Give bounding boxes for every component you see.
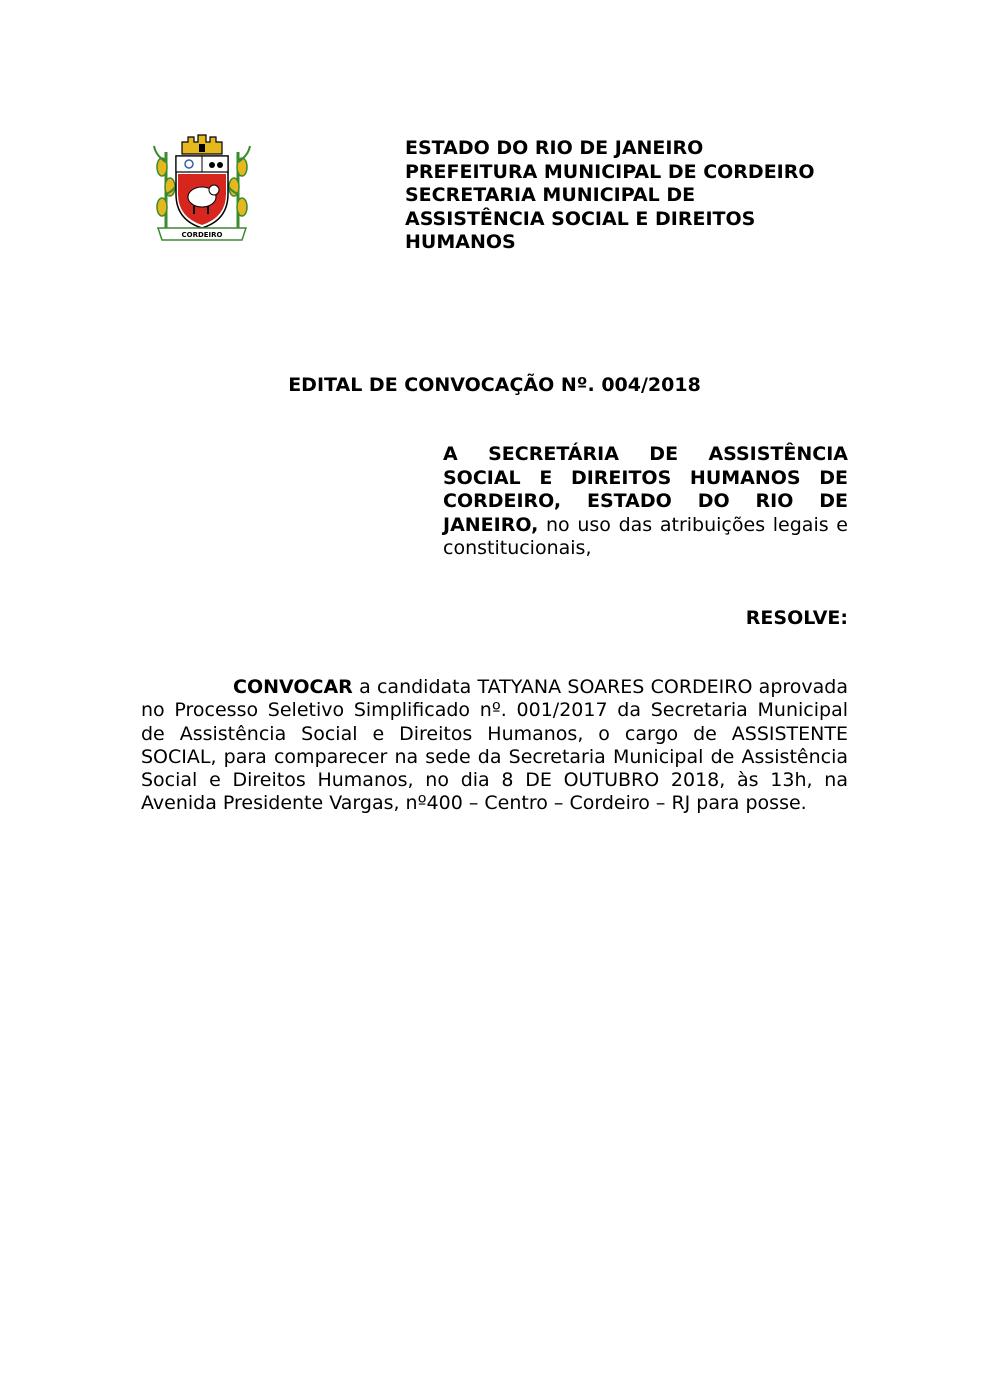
corn-stalk-left-icon	[154, 146, 178, 232]
coat-of-arms-icon	[152, 132, 252, 244]
banner-text: CORDEIRO	[181, 231, 223, 239]
header-line-secretariat: SECRETARIA MUNICIPAL DE	[405, 184, 696, 206]
shield-icon	[176, 156, 228, 228]
header-line-prefecture: PREFEITURA MUNICIPAL DE CORDEIRO	[405, 160, 815, 183]
preamble-authority: A SECRETÁRIA DE ASSISTÊNCIA SOCIAL E DIREITOS HUMANOS DE CORDEIRO, ESTADO DO RIO DE JANEIRO,	[443, 443, 848, 536]
header-line-state: ESTADO DO RIO DE JANEIRO	[405, 137, 704, 159]
header-line-department: ASSISTÊNCIA SOCIAL E DIREITOS	[405, 207, 756, 230]
header-line-department-cont: HUMANOS	[405, 231, 516, 253]
preamble-paragraph	[443, 443, 848, 561]
mural-crown-icon	[182, 135, 222, 154]
institution-header	[405, 137, 875, 255]
corn-stalk-right-icon	[226, 146, 250, 232]
body-paragraph	[141, 676, 848, 816]
motto-banner	[158, 228, 246, 240]
body-text: a candidata TATYANA SOARES CORDEIRO aprovada no Processo Seletivo Simplificado nº. 001/2017 da Secretaria Municipal de Assistência Social e Direitos Humanos, o cargo de ASSISTENTE SOCIAL, para comparecer na sede da Secretaria Municipal de Assistência Social e Direitos Humanos, no dia 8 DE OUTUBRO 2018, às 13h, na Avenida Presidente Vargas, nº400 – Centro – Cordeiro – RJ para posse.	[141, 676, 848, 815]
resolve-heading: RESOLVE:	[745, 607, 848, 629]
preamble-text: no uso das atribuições legais e constitucionais,	[443, 513, 848, 559]
document-title: EDITAL DE CONVOCAÇÃO Nº. 004/2018	[288, 374, 701, 396]
body-action: CONVOCAR	[233, 676, 353, 698]
